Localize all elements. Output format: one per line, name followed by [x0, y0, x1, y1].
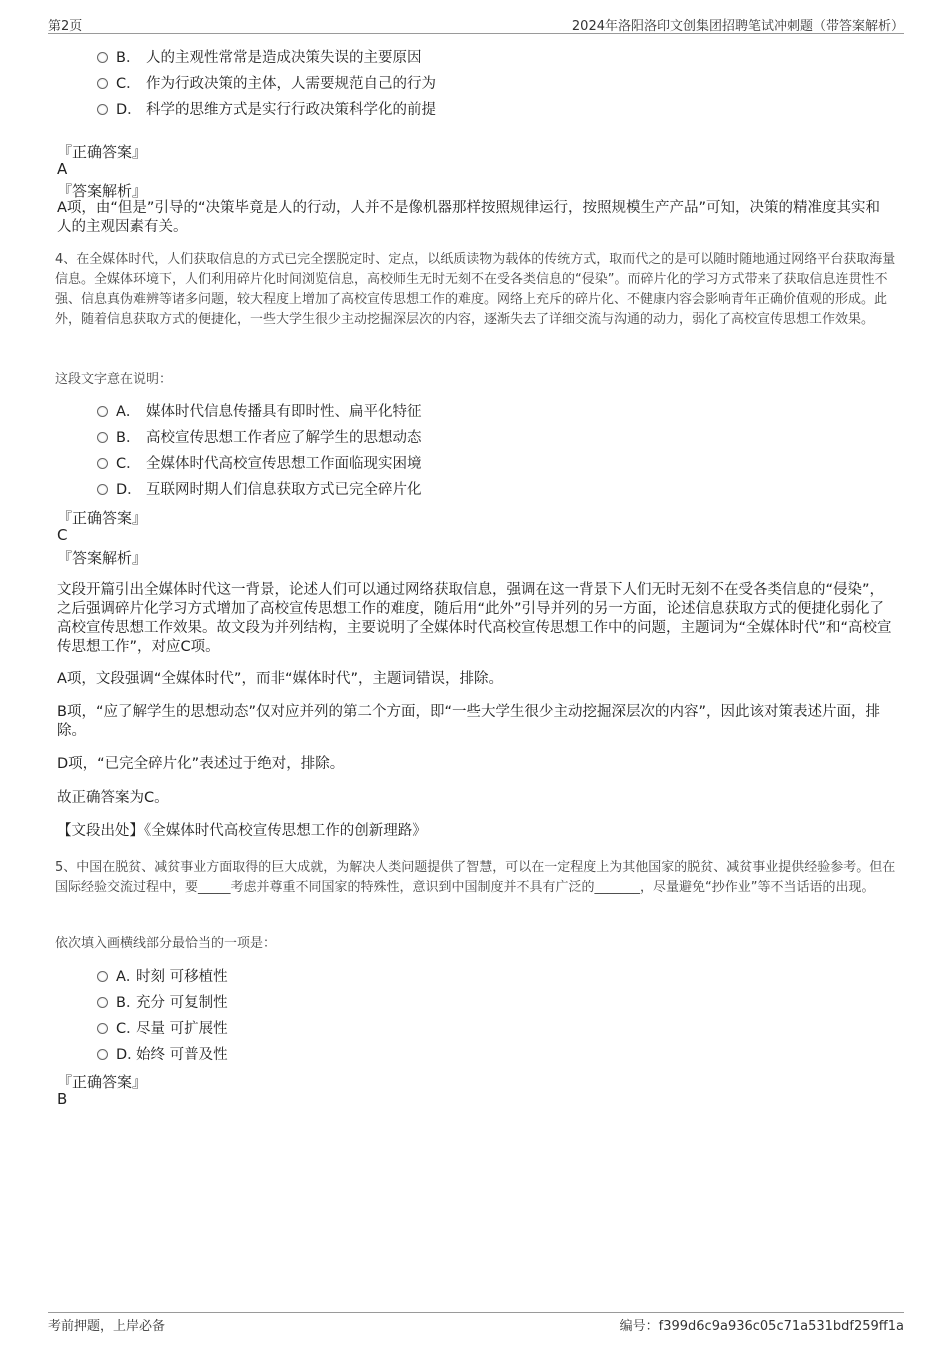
radio-icon[interactable]: [97, 78, 108, 89]
radio-icon[interactable]: [97, 971, 108, 982]
q4-option-a[interactable]: A． 媒体时代信息传播具有即时性、扁平化特征: [97, 400, 422, 422]
q4-option-c[interactable]: C． 全媒体时代高校宣传思想工作面临现实困境: [97, 452, 422, 474]
radio-icon[interactable]: [97, 458, 108, 469]
q4-prompt: 这段文字意在说明：: [55, 372, 173, 387]
q3-option-c[interactable]: C． 作为行政决策的主体，人需要规范自己的行为: [97, 72, 436, 94]
q4-analysis-main: 文段开篇引出全媒体时代这一背景，论述人们可以通过网络获取信息，强调在这一背景下人们无时无刻不在受各类信息的“侵染”，之后强调碎片化学习方式增加了高校宣传思想工作的难度，随后用“此外”引导并列的另一方面，论述信息获取方式的便捷化弱化了高校宣传思想工作效果。故文段为并列结构，主要说明了全媒体时代高校宣传思想工作中的问题，主题词为“全媒体时代”和“高校宣传思想工作”，对应C项。: [57, 582, 892, 655]
q5-option-c[interactable]: C．尽量 可扩展性: [97, 1017, 228, 1039]
q4-option-d[interactable]: D． 互联网时期人们信息获取方式已完全碎片化: [97, 478, 422, 500]
page-header: [48, 13, 904, 34]
blank-1: _____: [198, 880, 231, 895]
q5-prompt: 依次填入画横线部分最恰当的一项是：: [55, 936, 277, 951]
page-footer: [48, 1312, 904, 1334]
q4-answer-label: 『正确答案』: [57, 509, 148, 527]
document-title: 2024年洛阳洛印文创集团招聘笔试冲刺题（带答案解析）: [571, 19, 904, 34]
document-id: 编号：f399d6c9a936c05c71a531bdf259ff1a: [619, 1319, 904, 1334]
q5-stem: 5、中国在脱贫、减贫事业方面取得的巨大成就，为解决人类问题提供了智慧，可以在一定程度上为其他国家的脱贫、减贫事业提供经验参考。但在国际经验交流过程中，要_____考虑并尊重不同国家的特殊性，意识到中国制度并不具有广泛的_______，尽量避免“抄作业”等不当话语的出现。: [55, 860, 896, 895]
radio-icon[interactable]: [97, 406, 108, 417]
q3-answer: A: [57, 160, 68, 178]
q5-answer-label: 『正确答案』: [57, 1073, 148, 1091]
q4-stem: 4、在全媒体时代，人们获取信息的方式已完全摆脱定时、定点，以纸质读物为载体的传统方式，取而代之的是可以随时随地通过网络平台获取海量信息。全媒体环境下，人们利用碎片化时间浏览信息，高校师生无时无刻不在受各类信息的“侵染”。而碎片化的学习方式带来了获取信息连贯性不强、信息真伪难辨等诸多问题，较大程度上增加了高校宣传思想工作的难度。网络上充斥的碎片化、不健康内容会影响青年正确价值观的形成。此外，随着信息获取方式的便捷化，一些大学生很少主动挖掘深层次的内容，逐渐失去了详细交流与沟通的动力，弱化了高校宣传思想工作效果。: [55, 252, 896, 327]
radio-icon[interactable]: [97, 52, 108, 63]
q5-option-b[interactable]: B．充分 可复制性: [97, 991, 228, 1013]
q4-analysis-a: A项，文段强调“全媒体时代”，而非“媒体时代”，主题词错误，排除。: [57, 671, 503, 687]
q4-analysis-label: 『答案解析』: [57, 549, 148, 567]
radio-icon[interactable]: [97, 432, 108, 443]
q5-option-a[interactable]: A．时刻 可移植性: [97, 965, 228, 987]
q3-option-d[interactable]: D． 科学的思维方式是实行行政决策科学化的前提: [97, 98, 436, 120]
q3-answer-label: 『正确答案』: [57, 143, 148, 161]
q3-option-b[interactable]: B． 人的主观性常常是造成决策失误的主要原因: [97, 46, 422, 68]
q4-analysis-b: B项，“应了解学生的思想动态”仅对应并列的第二个方面，即“一些大学生很少主动挖掘深层次的内容”，因此该对策表述片面，排除。: [57, 704, 880, 739]
radio-icon[interactable]: [97, 1049, 108, 1060]
q3-analysis: A项，由“但是”引导的“决策毕竟是人的行动，人并不是像机器那样按照规律运行，按照规模生产产品”可知，决策的精准度其实和人的主观因素有关。: [57, 200, 880, 235]
radio-icon[interactable]: [97, 1023, 108, 1034]
q5-answer: B: [57, 1090, 68, 1108]
q4-answer: C: [57, 526, 68, 544]
blank-2: _______: [594, 880, 641, 895]
radio-icon[interactable]: [97, 484, 108, 495]
q4-analysis-conclusion: 故正确答案为C。: [57, 790, 169, 806]
radio-icon[interactable]: [97, 104, 108, 115]
page-number: 第2页: [48, 19, 83, 34]
radio-icon[interactable]: [97, 997, 108, 1008]
q4-analysis-d: D项，“已完全碎片化”表述过于绝对，排除。: [57, 756, 345, 772]
q4-source: 【文段出处】《全媒体时代高校宣传思想工作的创新理路》: [57, 823, 427, 839]
q4-option-b[interactable]: B． 高校宣传思想工作者应了解学生的思想动态: [97, 426, 422, 448]
q5-option-d[interactable]: D．始终 可普及性: [97, 1043, 228, 1065]
q3-analysis-label: 『答案解析』: [57, 182, 148, 200]
footer-slogan: 考前押题，上岸必备: [48, 1319, 166, 1334]
